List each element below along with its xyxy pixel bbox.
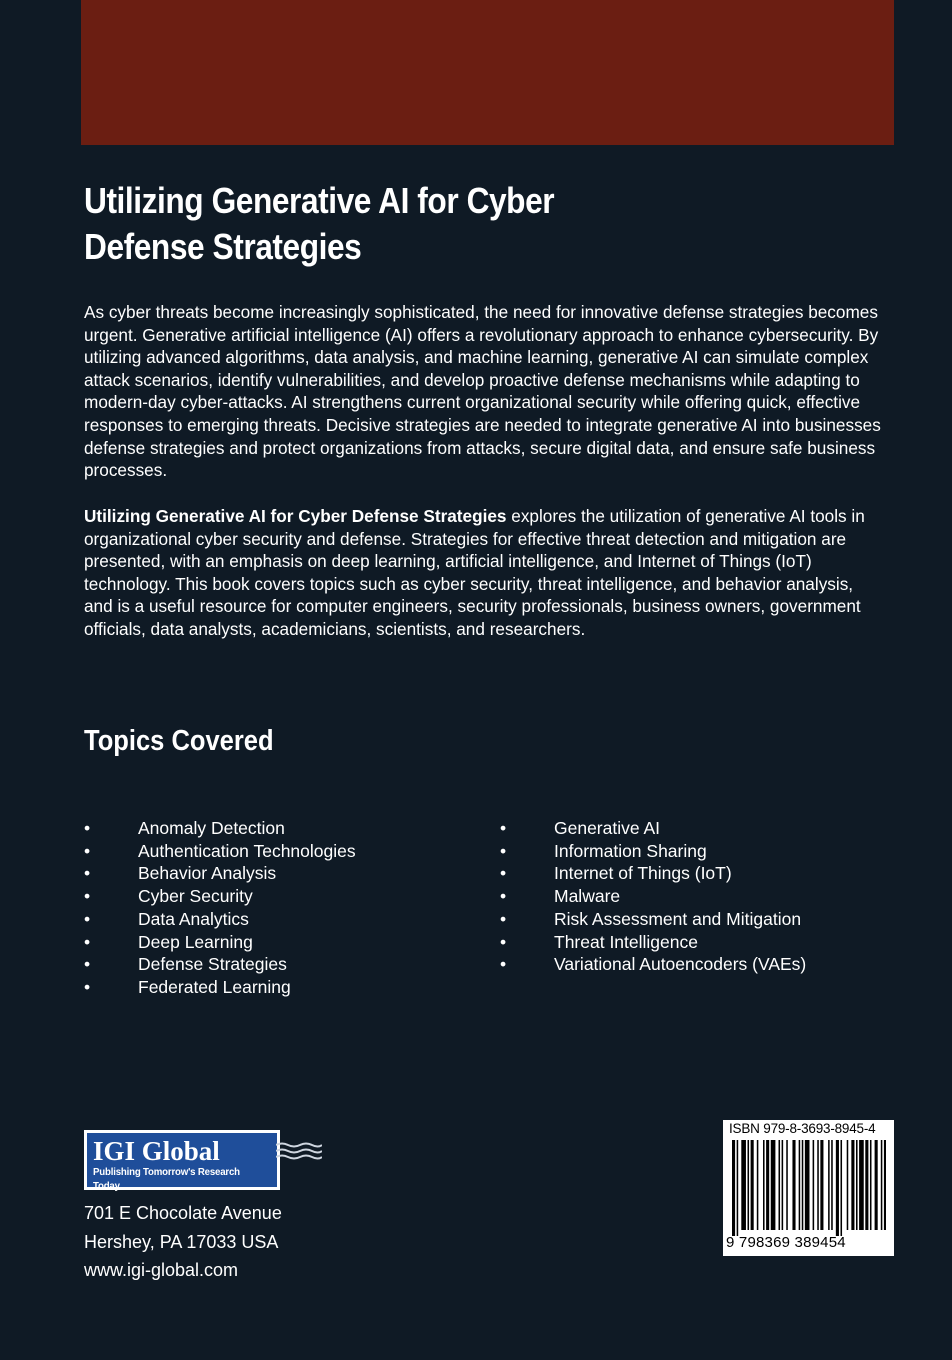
topic-item: • Risk Assessment and Mitigation bbox=[500, 908, 806, 931]
topic-item: • Generative AI bbox=[500, 817, 806, 840]
publisher-logo-tagline: Publishing Tomorrow's Research Today bbox=[93, 1166, 240, 1192]
barcode-bar bbox=[786, 1140, 788, 1230]
barcode-bar bbox=[841, 1140, 843, 1236]
topic-item: • Threat Intelligence bbox=[500, 931, 806, 954]
barcode-bar bbox=[813, 1140, 815, 1230]
topic-item: • Data Analytics bbox=[84, 908, 356, 931]
topics-list-left bbox=[84, 817, 356, 999]
publisher-logo-badge bbox=[87, 1133, 277, 1192]
barcode-bar bbox=[757, 1140, 759, 1230]
book-title-line2: Defense Strategies bbox=[84, 226, 362, 267]
logo-waves-icon bbox=[276, 1142, 322, 1164]
barcode-bars bbox=[732, 1140, 886, 1236]
barcode-bar bbox=[865, 1140, 868, 1230]
description-paragraph-2 bbox=[84, 505, 884, 641]
barcode-bar bbox=[732, 1140, 735, 1236]
barcode-bar bbox=[792, 1140, 795, 1230]
description-paragraph-1: As cyber threats become increasingly sophisticated, the need for innovative defense strategies becomes urgent. Generative artificial intelligence (AI) offers a revolutionary approach to enhance cybersecurity. By utilizing advanced algorithms, data analysis, and machine learning, generative AI can simulate complex attack scenarios, identify vulnerabilities, and develop proactive defense mechanisms while adapting to modern-day cyber-attacks. AI strengthens current organizational security while offering quick, effective responses to emerging threats. Decisive strategies are needed to integrate generative AI into businesses defense strategies and protect organizations from attacks, secure digital data, and ensure safe business processes. bbox=[84, 302, 881, 481]
barcode-bar bbox=[856, 1140, 858, 1230]
topic-item: • Internet of Things (IoT) bbox=[500, 862, 806, 885]
barcode-bar bbox=[802, 1140, 804, 1230]
barcode-bar bbox=[741, 1140, 746, 1230]
description-book-title: Utilizing Generative AI for Cyber Defense Strategies bbox=[84, 506, 507, 526]
barcode-bar bbox=[748, 1140, 750, 1230]
barcode-bar bbox=[751, 1140, 754, 1230]
publisher-logo bbox=[84, 1130, 280, 1190]
barcode-bar bbox=[859, 1140, 864, 1230]
address-city: Hershey, PA 17033 USA bbox=[84, 1231, 279, 1252]
top-color-band bbox=[81, 0, 894, 145]
barcode-digits: 9 798369 389454 bbox=[726, 1234, 846, 1251]
topic-item: • Federated Learning bbox=[84, 976, 356, 999]
topics-list-right bbox=[500, 817, 806, 976]
barcode-bar bbox=[779, 1140, 781, 1230]
barcode-bar bbox=[875, 1140, 878, 1230]
topic-item: • Behavior Analysis bbox=[84, 862, 356, 885]
address-street: 701 E Chocolate Avenue bbox=[84, 1203, 282, 1223]
barcode-bar bbox=[771, 1140, 776, 1230]
barcode-bar bbox=[766, 1140, 769, 1230]
barcode-bar bbox=[884, 1140, 886, 1230]
publisher-website: www.igi-global.com bbox=[84, 1260, 239, 1280]
barcode-bar bbox=[820, 1140, 823, 1230]
description-paragraph-2-text: explores the utilization of generative AI tools in organizational cyber security and defense. Strategies for effective threat detection and mitigation are presented, with an emphasis on deep learning, artificial intelligence, and Internet of Things (IoT) technology. This book covers topics such as cyber security, threat intelligence, and behavior analysis, and is a useful resource for computer engineers, security professionals, business owners, government officials, data analysts, academicians, scientists, and researchers. bbox=[84, 506, 865, 639]
book-title-line1: Utilizing Generative AI for Cyber bbox=[84, 180, 555, 221]
barcode-bar bbox=[737, 1140, 739, 1236]
isbn-barcode bbox=[723, 1120, 894, 1256]
barcode-bar bbox=[847, 1140, 849, 1230]
topic-item: • Deep Learning bbox=[84, 931, 356, 954]
barcode-bar bbox=[763, 1140, 765, 1230]
topic-item: • Malware bbox=[500, 885, 806, 908]
isbn-label: ISBN 979-8-3693-8945-4 bbox=[729, 1121, 876, 1136]
barcode-bar bbox=[799, 1140, 801, 1230]
barcode-bar bbox=[836, 1140, 839, 1236]
publisher-address bbox=[84, 1199, 282, 1285]
barcode-bar bbox=[831, 1140, 833, 1230]
barcode-bar bbox=[870, 1140, 872, 1230]
publisher-logo-name: IGI Global bbox=[93, 1136, 220, 1166]
barcode-bar bbox=[828, 1140, 830, 1230]
topic-item: • Anomaly Detection bbox=[84, 817, 356, 840]
topic-item: • Defense Strategies bbox=[84, 953, 356, 976]
topic-item: • Cyber Security bbox=[84, 885, 356, 908]
barcode-bar bbox=[851, 1140, 854, 1230]
book-title bbox=[84, 178, 700, 270]
barcode-bar bbox=[782, 1140, 784, 1230]
topic-item: • Authentication Technologies bbox=[84, 840, 356, 863]
topic-item: • Variational Autoencoders (VAEs) bbox=[500, 953, 806, 976]
barcode-bar bbox=[881, 1140, 883, 1230]
barcode-bar bbox=[817, 1140, 819, 1230]
barcode-bar bbox=[805, 1140, 810, 1230]
topic-item: • Information Sharing bbox=[500, 840, 806, 863]
topics-heading: Topics Covered bbox=[84, 725, 274, 757]
